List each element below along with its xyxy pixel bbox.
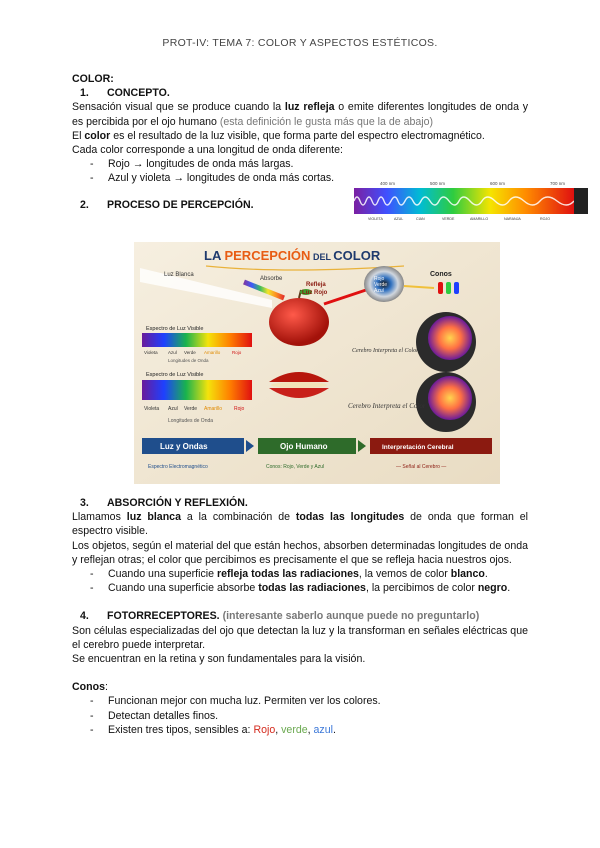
color-word-green: verde [281, 723, 308, 736]
blue-cone [454, 282, 459, 294]
side-note: (interesante saberlo aunque puede no preguntarlo) [219, 610, 480, 623]
visible-spectrum-image [354, 178, 588, 222]
color-label: Rojo [232, 350, 242, 355]
list-item-text: Rojo → longitudes de onda más largas. [108, 158, 294, 171]
text-run: , la percibimos de color [365, 582, 478, 595]
eye-rojo-label: Rojo [374, 276, 385, 282]
band-label: VIOLETA [368, 217, 383, 221]
bullet-dash: - [90, 172, 94, 185]
band-label: CIAN [416, 217, 425, 221]
bold-term: negro [477, 582, 508, 595]
eye-verde-label: Verde [374, 282, 388, 288]
brain [428, 376, 472, 420]
color-label: Verde [184, 406, 198, 412]
bold-term: refleja todas las radiaciones [216, 568, 359, 581]
conos-heading [72, 680, 528, 694]
text-run: Llamamos [72, 511, 127, 524]
box-subtitle: — Señal al Cerebro — [396, 464, 447, 470]
color-label: Rojo [234, 406, 245, 412]
list-item [90, 171, 356, 185]
band-label: NARANJA [504, 217, 521, 221]
title-part: LA [204, 248, 225, 263]
color-label: Azul [168, 350, 177, 355]
section-title: CONCEPTO. [107, 87, 170, 100]
bold-term: todas las radiaciones [258, 582, 366, 595]
spectrum-gradient [354, 188, 574, 214]
spectrum-bar [142, 380, 252, 400]
color-perception-infographic [134, 242, 500, 484]
box-subtitle: Conos: Rojo, Verde y Azul [266, 464, 325, 470]
photoreceptors-paragraph: Son células especializadas del ojo que detectan la luz y la transforman en señales eléctricas que el cerebro puede interpretar. [72, 624, 528, 651]
bullet-dash: - [90, 709, 94, 722]
wavelength-label: Longitudes de Onda [168, 418, 214, 424]
section-title: FOTORRECEPTORES. [107, 610, 220, 623]
section-1-heading [80, 86, 528, 100]
text-run: Cuando una superficie absorbe [108, 582, 259, 595]
band-label: AZUL [394, 217, 404, 221]
tick-label: 700 nm [550, 181, 566, 186]
color-label: Azul [168, 406, 178, 412]
band-label: AMARILLO [470, 217, 489, 221]
title-part: DEL [310, 252, 334, 262]
tick-label: 400 nm [380, 181, 396, 186]
section-4-heading [80, 609, 528, 623]
text-run: , la vemos de color [358, 568, 451, 581]
list-item [90, 581, 528, 595]
text-run: . [484, 568, 488, 581]
text-run: de onda que forman el espectro visible. [72, 511, 528, 538]
wavelength-paragraph: Cada color corresponde a una longitud de onda diferente: [72, 144, 343, 157]
text-run: El [72, 129, 85, 142]
color-label: Amarillo [204, 350, 221, 355]
color-definition-paragraph [72, 129, 528, 143]
text-run: es el resultado de la luz visible, que forma parte del espectro electromagnético. [110, 129, 485, 142]
tick-label: 600 nm [490, 181, 506, 186]
text-run: Existen tres tipos, sensibles a: [108, 723, 254, 736]
title-part: PERCEPCIÓN [224, 248, 311, 263]
bullet-dash: - [90, 582, 94, 595]
color-label: Verde [184, 350, 196, 355]
section-number: 4. [80, 610, 89, 623]
cerebro-label: Cerebro Interpreta el Color [352, 348, 419, 354]
page-header: PROT-IV: TEMA 7: COLOR Y ASPECTOS ESTÉTICOS. [162, 37, 438, 49]
luz-blanca-label: Luz Blanca [164, 272, 194, 278]
list-item-text: Azul y violeta → longitudes de onda más cortas. [108, 172, 335, 185]
green-cone [446, 282, 451, 294]
box-title: Luz y Ondas [160, 442, 208, 451]
color-label: Violeta [144, 406, 160, 412]
spectrum-label: Espectro de Luz Visible [146, 372, 204, 378]
list-item [90, 709, 528, 723]
bold-term: luz refleja [284, 101, 335, 114]
absorbe-label: Absorbe [260, 276, 283, 282]
concept-paragraph [72, 100, 528, 128]
text-run: , [275, 723, 282, 736]
box-subtitle: Espectro Electromagnético [148, 464, 208, 470]
apple [269, 298, 329, 346]
tick-label: 500 nm [430, 181, 446, 186]
document-body-lower [72, 496, 528, 737]
infographic-title [204, 248, 381, 263]
list-item [90, 723, 528, 737]
spectrum-bar [142, 333, 252, 347]
list-item [90, 567, 528, 581]
eye-azul-label: Azul [374, 288, 384, 294]
section-title: PROCESO DE PERCEPCIÓN. [107, 198, 254, 211]
list-item-text: Detectan detalles finos. [108, 709, 219, 722]
section-3-heading [80, 496, 528, 510]
text-run: Cuando una superficie [108, 568, 217, 581]
title-part: COLOR [333, 248, 381, 263]
color-word-blue: azul [313, 723, 333, 736]
text-run: . [507, 582, 511, 595]
bold-term: todas las longitudes [295, 511, 405, 524]
section-title: ABSORCIÓN Y REFLEXIÓN. [107, 497, 248, 509]
section-number: 1. [80, 87, 89, 100]
color-word-red: Rojo [253, 723, 276, 736]
conos-label: Conos [430, 271, 452, 278]
list-item-text [108, 581, 528, 595]
section-number: 2. [80, 198, 89, 211]
box-title: Ojo Humano [280, 442, 328, 451]
bullet-dash: - [90, 695, 94, 708]
list-item [90, 157, 528, 171]
list-item-text [108, 567, 528, 581]
band-label: ROJO [540, 217, 550, 221]
legend-bar [574, 188, 588, 214]
band-label: VERDE [442, 217, 455, 221]
color-heading: COLOR: [72, 73, 114, 85]
brain [428, 316, 472, 360]
bullet-dash: - [90, 158, 94, 171]
bold-term: blanco [450, 568, 485, 581]
text-run: . [332, 723, 336, 736]
bullet-dash: - [90, 568, 94, 581]
bold-term: luz blanca [126, 511, 181, 524]
spectrum-label: Espectro de Luz Visible [146, 326, 204, 332]
list-item [90, 694, 528, 708]
text-run: Sensación visual que se produce cuando la [72, 101, 285, 114]
cerebro-label: Cerebro Interpreta el Color [348, 402, 426, 410]
text-run: o emite diferentes longitudes de onda y es percibida por el ojo humano [72, 101, 529, 128]
side-note: (esta definición le gusta más que la de abajo) [219, 115, 434, 128]
section-number: 3. [80, 497, 89, 509]
color-label: Violeta [144, 350, 158, 355]
red-cone [438, 282, 443, 294]
list-item-text [108, 723, 528, 737]
objects-paragraph: Los objetos, según el material del que están hechos, absorben determinadas longitudes de onda y reflejan otras; el color que percibimos es precisamente el que se refleja hacia nuestros ojos. [72, 539, 528, 566]
conos-heading-text: Conos [72, 681, 105, 694]
apple-flesh [271, 382, 327, 388]
bold-term: color [84, 129, 111, 142]
retina-paragraph: Se encuentran en la retina y son fundamentales para la visión. [72, 653, 366, 666]
color-label: Amarillo [204, 406, 223, 412]
list-item-text: Funcionan mejor con mucha luz. Permiten ver los colores. [108, 695, 381, 708]
text-run: , [307, 723, 314, 736]
refleja-label: Refleja [306, 282, 326, 288]
text-run: : [104, 681, 108, 694]
box-title: Interpretación Cerebral [382, 444, 454, 451]
white-light-paragraph [72, 510, 528, 538]
luz-rojo-label: Luz Rojo [302, 290, 328, 296]
text-run: a la combinación de [180, 511, 296, 524]
wavelength-label: Longitudes de Onda [168, 358, 209, 363]
bullet-dash: - [90, 723, 94, 736]
